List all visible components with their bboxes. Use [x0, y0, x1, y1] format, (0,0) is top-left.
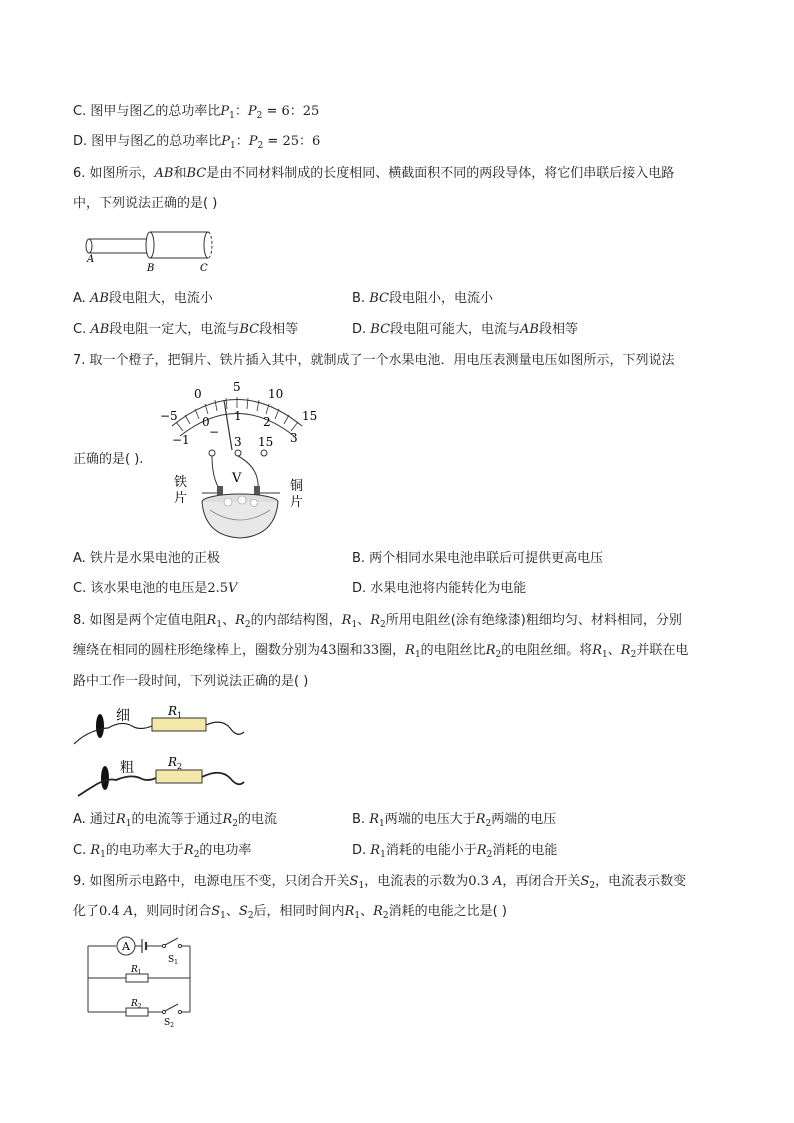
q6-option-d: D. BC段电阻可能大，电流与AB段相等: [352, 322, 579, 337]
q7-bottom-tick-2: 1: [234, 409, 242, 423]
q9-circuit-figure: [82, 932, 197, 1027]
q8-r1-label: $R_1$: [168, 704, 183, 720]
q7-bottom-tick-4: 3: [290, 431, 298, 445]
q9-ammeter-label: A: [122, 940, 130, 953]
q8-option-b: B. $R_1$两端的电压大于$R_2$两端的电压: [352, 812, 557, 829]
q6-conductor-figure: [80, 225, 230, 275]
q8-stem-line1: 8. 如图是两个定值电阻$R_1$、$R_2$的内部结构图，$R_1$、$R_2$所用电阻丝(涂有绝缘漆)粗细均匀、材料相同，分别: [73, 613, 682, 630]
q5-option-d: D. 图甲与图乙的总功率比$P_1$：$P_2 = 25$：6: [73, 134, 321, 151]
q6-stem-line2: 中，下列说法正确的是( ): [73, 196, 218, 211]
q7-top-tick-4: 15: [302, 409, 318, 423]
q9-stem-line1: 9. 如图所示电路中，电源电压不变，只闭合开关$S_1$，电流表的示数为0.3 A，再闭合开关$S_2$，电流表示数变: [73, 874, 687, 891]
q6-option-a: A. AB段电阻大，电流小: [73, 291, 213, 306]
q6-option-b: B. BC段电阻小，电流小: [352, 291, 493, 306]
q7-terminal-neg: −: [209, 425, 220, 439]
q9-s1-label: $S_1$: [168, 955, 178, 966]
q8-r2-label: $R_2$: [168, 755, 183, 771]
q7-option-c: C. 该水果电池的电压是2.5V: [73, 581, 238, 596]
q6-option-c: C. AB段电阻一定大，电流与BC段相等: [73, 322, 299, 337]
q8-option-d: D. $R_1$消耗的电能小于$R_2$消耗的电能: [352, 843, 558, 860]
q7-stem-line1: 7. 取一个橙子，把铜片、铁片插入其中，就制成了一个水果电池．用电压表测量电压如图所示，下列说法: [73, 353, 675, 368]
q7-top-tick-1: 0: [194, 387, 202, 401]
q5-option-c: C. 图甲与图乙的总功率比$P_1$：$P_2 = 6$：25: [73, 104, 320, 121]
q6-label-c: C: [200, 263, 208, 274]
q7-option-b: B. 两个相同水果电池串联后可提供更高电压: [352, 551, 604, 566]
q8-thin-label: 细: [116, 708, 130, 724]
q7-option-d: D. 水果电池将内能转化为电能: [352, 581, 527, 596]
q7-top-tick-3: 10: [268, 387, 284, 401]
q8-stem-line2: 缠绕在相同的圆柱形绝缘棒上，圈数分别为43圈和33圈，$R_1$的电阻丝比$R_2$的电阻丝细。将$R_1$、$R_2$并联在电: [73, 643, 689, 660]
q9-r1-label: $R_1$: [131, 965, 142, 976]
q7-top-tick-2: 5: [233, 380, 241, 394]
q7-meter-label: V: [232, 471, 242, 486]
q7-bottom-tick-0: −1: [172, 433, 190, 447]
q7-bottom-tick-3: 2: [263, 415, 271, 429]
q8-stem-line3: 路中工作一段时间，下列说法正确的是( ): [73, 674, 309, 689]
q9-s2-label: $S_2$: [164, 1018, 174, 1027]
q6-stem-line1: 6. 如图所示，AB和BC是由不同材料制成的长度相同、横截面积不同的两段导体，将它们串联后接入电路: [73, 166, 675, 181]
q8-option-c: C. $R_1$的电功率大于$R_2$的电功率: [73, 843, 252, 860]
q7-copper-label-2: 片: [290, 495, 304, 510]
q7-copper-label-1: 铜: [290, 479, 304, 494]
q9-stem-line2: 化了0.4 A，则同时闭合$S_1$、$S_2$后，相同时间内$R_1$、$R_2$消耗的电能之比是( ): [73, 904, 507, 921]
q6-label-a: A: [87, 254, 95, 265]
q8-option-a: A. 通过$R_1$的电流等于通过$R_2$的电流: [73, 812, 278, 829]
q7-top-tick-0: −5: [160, 409, 178, 423]
q8-thick-label: 粗: [120, 760, 134, 776]
q7-bottom-tick-1: 0: [202, 415, 210, 429]
q7-terminal-15: 15: [258, 435, 274, 449]
q7-needle: [224, 400, 232, 450]
q6-label-b: B: [147, 263, 155, 274]
q9-r2-label: $R_2$: [131, 999, 142, 1010]
q7-iron-label-2: 片: [174, 491, 188, 506]
q7-option-a: A. 铁片是水果电池的正极: [73, 551, 220, 566]
q7-iron-label-1: 铁: [174, 475, 188, 490]
q7-voltmeter-figure: [150, 378, 330, 548]
q7-terminal-3: 3: [234, 435, 242, 449]
q8-resistor-figure: [72, 698, 247, 803]
q7-stem-line2: 正确的是( ).: [73, 452, 144, 467]
